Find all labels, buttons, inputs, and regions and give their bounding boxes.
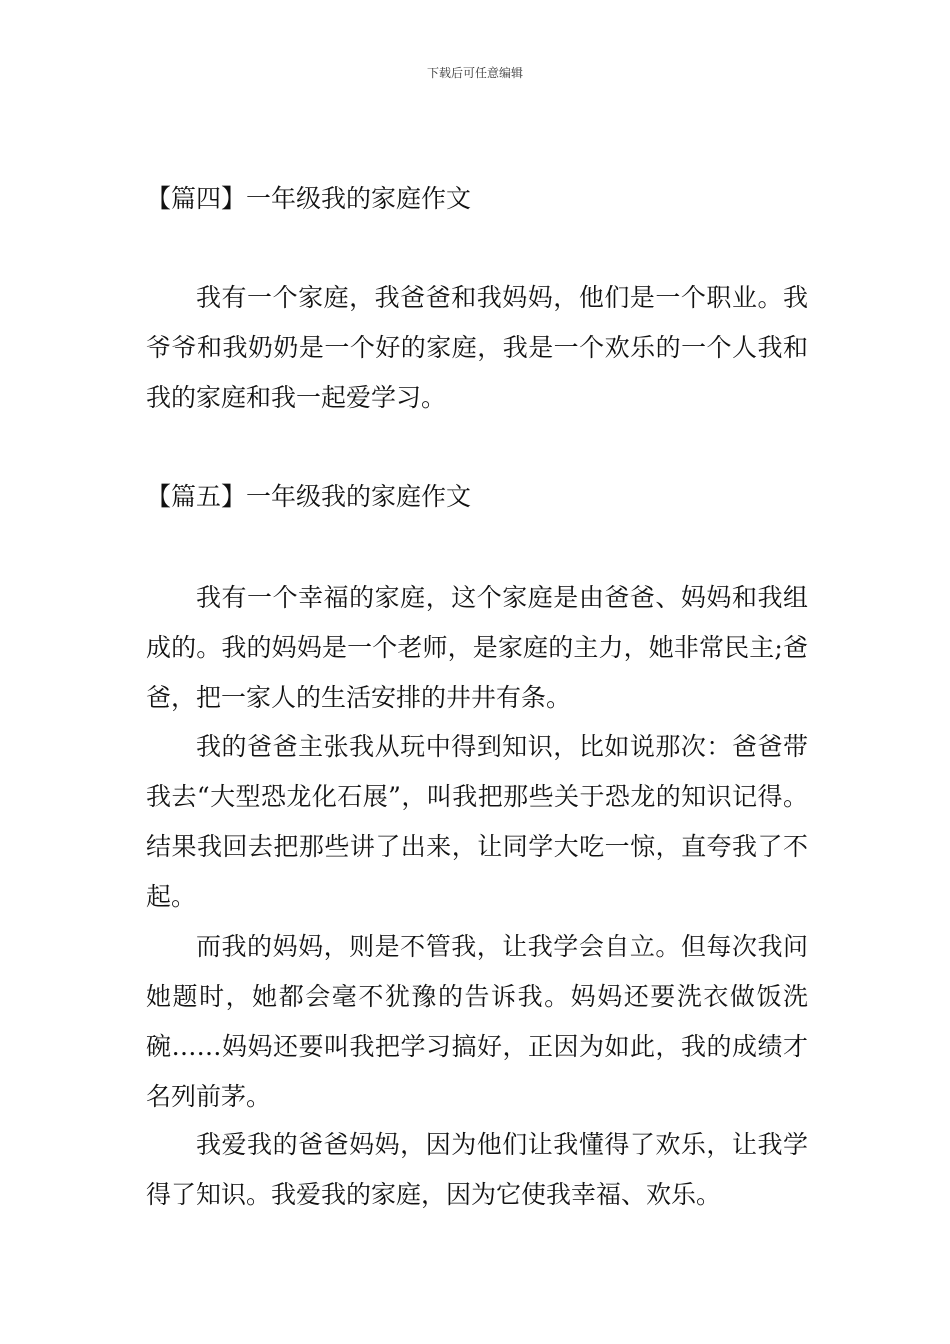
section-title-4: 【篇四】一年级我的家庭作文 — [146, 184, 472, 213]
paragraph: 我有一个幸福的家庭，这个家庭是由爸爸、妈妈和我组成的。我的妈妈是一个老师，是家庭的主力，她非常民主;爸爸，把一家人的生活安排的井井有条。 — [146, 583, 808, 712]
paragraph: 我有一个家庭，我爸爸和我妈妈，他们是一个职业。我爷爷和我奶奶是一个好的家庭，我是一个欢乐的一个人我和我的家庭和我一起爱学习。 — [146, 283, 808, 412]
paragraph: 我的爸爸主张我从玩中得到知识，比如说那次：爸爸带我去“大型恐龙化石展”，叫我把那些关于恐龙的知识记得。结果我回去把那些讲了出来，让同学大吃一惊，直夸我了不起。 — [146, 732, 808, 911]
header-note: 下载后可任意编辑 — [426, 66, 523, 80]
section-title-5: 【篇五】一年级我的家庭作文 — [146, 482, 472, 511]
paragraph: 我爱我的爸爸妈妈，因为他们让我懂得了欢乐，让我学得了知识。我爱我的家庭，因为它使我幸福、欢乐。 — [146, 1130, 808, 1209]
paragraph: 而我的妈妈，则是不管我，让我学会自立。但每次我问她题时，她都会毫不犹豫的告诉我。妈妈还要洗衣做饭洗碗……妈妈还要叫我把学习搞好，正因为如此，我的成绩才名列前茅。 — [146, 932, 808, 1111]
